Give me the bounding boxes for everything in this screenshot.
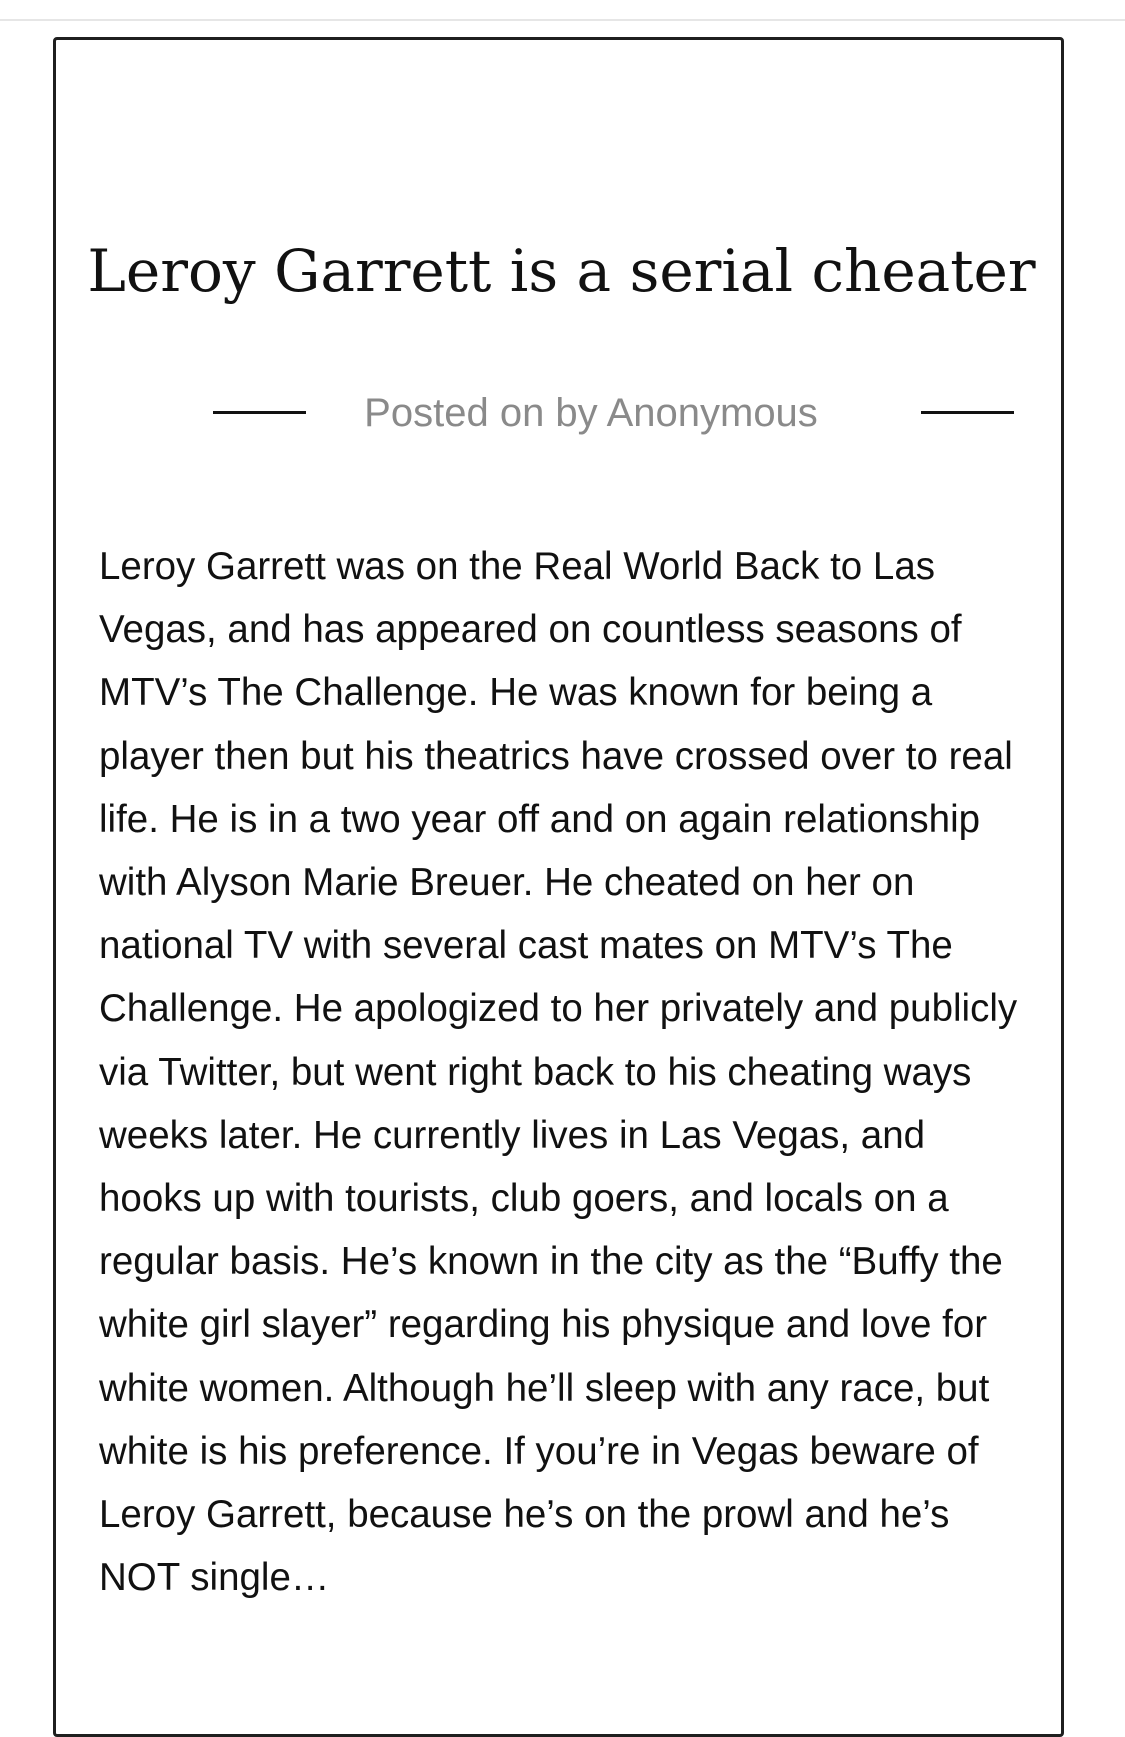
- post-meta-text: Posted on by Anonymous: [364, 391, 818, 435]
- article-paragraph: Leroy Garrett was on the Real World Back to Las Vegas, and has appeared on countless seasons of MTV’s The Challenge. He was known for being a player then but his theatrics have crossed over to real life. He is in a two year off and on again relationship with Alyson Marie Breuer. He cheated on her on national TV with several cast mates on MTV’s The Challenge. He apologized to her privately and publicly via Twitter, but went right back to his cheating ways weeks later. He currently lives in Las Vegas, and hooks up with tourists, club goers, and locals on a regular basis. He’s known in the city as the “Buffy the white girl slayer” regarding his physique and love for white women. Although he’ll sleep with any race, but white is his preference. If you’re in Vegas beware of Leroy Garrett, because he’s on the prowl and he’s NOT single…: [99, 545, 1018, 1600]
- article-card: [53, 37, 1064, 1737]
- article-title[interactable]: Leroy Garrett is a serial cheater: [87, 237, 1036, 305]
- article-body: [99, 535, 1031, 1609]
- meta-divider-left: [213, 411, 306, 414]
- meta-divider-right: [921, 411, 1014, 414]
- post-meta: [156, 377, 1026, 447]
- top-divider: [0, 19, 1125, 21]
